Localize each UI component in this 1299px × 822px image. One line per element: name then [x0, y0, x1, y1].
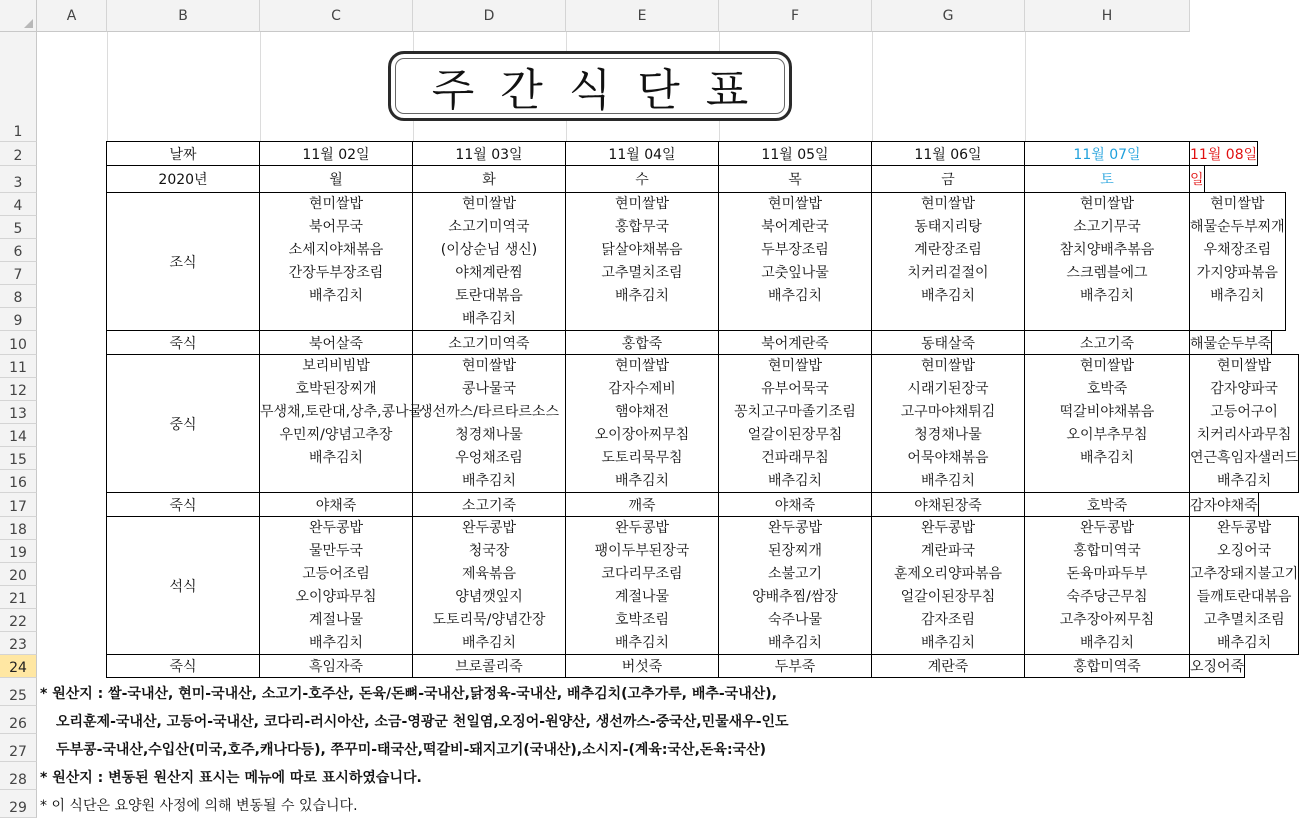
menu-item: 완두콩밥 — [1217, 520, 1272, 536]
menu-item: 얼갈이된장무침 — [900, 589, 996, 605]
menu-item: 배추김치 — [614, 473, 670, 489]
menu-item: 고추멸치조림 — [601, 265, 683, 281]
menu-item: 얼갈이된장무침 — [747, 427, 843, 443]
select-all-corner[interactable] — [0, 0, 37, 32]
year-label-cell[interactable]: 2020년 — [106, 165, 260, 193]
weekday-cell-7[interactable]: 일 — [1189, 165, 1205, 193]
menu-item: 스크렘블에그 — [1066, 265, 1148, 281]
menu-item: 배추김치 — [920, 473, 976, 489]
row-header-12[interactable]: 12 — [0, 378, 37, 401]
menu-item: 고등어구이 — [1210, 404, 1278, 420]
menu-item: 오이장아찌무침 — [594, 427, 690, 443]
menu-item: 들깨토란대볶음 — [1196, 589, 1292, 605]
menu-item: 떡갈비야채볶음 — [1059, 404, 1155, 420]
row-header-8[interactable]: 8 — [0, 285, 37, 308]
menu-item: 청경채나물 — [455, 427, 523, 443]
row-header-9[interactable]: 9 — [0, 308, 37, 331]
menu-item: 가지양파볶음 — [1196, 265, 1278, 281]
weekday-cell-2[interactable]: 화 — [412, 165, 566, 193]
menu-item: 햄야채전 — [614, 404, 670, 420]
lunch-label[interactable]: 중식 — [106, 354, 260, 493]
gridline — [1025, 32, 1026, 142]
menu-item: 호박조림 — [614, 612, 670, 628]
breakfast-menu-6[interactable] — [1024, 192, 1190, 331]
menu-item: 감자조림 — [920, 612, 976, 628]
menu-item: 동태지리탕 — [914, 219, 982, 235]
menu-item: 우채장조림 — [1203, 242, 1272, 258]
menu-item: 고구마야채튀김 — [900, 404, 996, 420]
menu-item: (이상순님 생신) — [440, 242, 538, 258]
menu-item: 오이양파무침 — [295, 589, 377, 605]
menu-item: 현미쌀밥 — [308, 196, 364, 212]
row-header-5[interactable]: 5 — [0, 216, 37, 239]
row-header-22[interactable]: 22 — [0, 609, 37, 632]
date-cell-6[interactable]: 11월 07일 — [1024, 141, 1190, 166]
menu-item: 완두콩밥 — [308, 520, 364, 536]
menu-item: 고추장돼지불고기 — [1190, 566, 1299, 582]
lunch-menu-6[interactable] — [1024, 354, 1190, 493]
menu-item: 배추김치 — [1079, 450, 1135, 466]
menu-item: 현미쌀밥 — [1079, 196, 1135, 212]
menu-item: 배추김치 — [920, 635, 976, 651]
menu-item: 홍합미역국 — [1073, 543, 1141, 559]
menu-item: 물만두국 — [308, 543, 364, 559]
porridge-pm-menu-4[interactable]: 야채죽 — [718, 492, 872, 517]
row-header-25[interactable]: 25 — [0, 678, 37, 706]
menu-item: 훈제오리양파볶음 — [893, 566, 1003, 582]
origin-note-2[interactable]: 오리훈제-국내산, 고등어-국내산, 코다리-러시아산, 소금-영광군 천일염,오징어-원양산, 생선까스-중국산,민물새우-인도 — [56, 714, 789, 730]
menu-item: 현미쌀밥 — [920, 196, 976, 212]
porridge-night-menu-3[interactable]: 버섯죽 — [565, 654, 719, 678]
porridge-night-label[interactable]: 죽식 — [106, 654, 260, 678]
menu-item: 배추김치 — [1079, 288, 1135, 304]
menu-item: 배추김치 — [461, 635, 517, 651]
menu-item: 배추김치 — [308, 635, 364, 651]
menu-item: 숙주당근무침 — [1066, 589, 1148, 605]
menu-item: 닭살야채볶음 — [601, 242, 683, 258]
lunch-menu-3[interactable] — [565, 354, 719, 493]
porridge-pm-menu-3[interactable]: 깨죽 — [565, 492, 719, 517]
row-header-11[interactable]: 11 — [0, 355, 37, 378]
menu-item: 호박된장찌개 — [295, 381, 377, 397]
menu-item — [566, 308, 718, 330]
menu-item: 소고기미역국 — [448, 219, 530, 235]
menu-item: 오이부추무침 — [1066, 427, 1148, 443]
menu-item: 현미쌀밥 — [767, 196, 823, 212]
menu-item — [260, 308, 412, 330]
menu-item: 도토리묵무침 — [601, 450, 683, 466]
menu-item: 치커리겉절이 — [907, 265, 989, 281]
row-header-26[interactable]: 26 — [0, 706, 37, 734]
menu-item: 무생채,토란대,상추,콩나물 — [260, 404, 423, 420]
row-header-17[interactable]: 17 — [0, 493, 37, 517]
lunch-menu-4[interactable] — [718, 354, 872, 493]
dinner-menu-6[interactable] — [1024, 516, 1190, 655]
dinner-menu-1[interactable] — [259, 516, 413, 655]
menu-item: 현미쌀밥 — [614, 196, 670, 212]
menu-item: 배추김치 — [1217, 473, 1272, 489]
menu-item: 보리비빔밥 — [302, 358, 370, 374]
menu-item: 현미쌀밥 — [1210, 196, 1265, 212]
menu-item: 우민찌/양념고추장 — [279, 427, 393, 443]
menu-item: 계란파국 — [920, 543, 976, 559]
menu-item: 유부어묵국 — [761, 381, 829, 397]
porridge-pm-menu-6[interactable]: 호박죽 — [1024, 492, 1190, 517]
row-header-15[interactable]: 15 — [0, 447, 37, 470]
dinner-menu-7[interactable] — [1189, 516, 1299, 655]
menu-item: 감자수제비 — [608, 381, 676, 397]
menu-item: 우엉채조림 — [455, 450, 523, 466]
weekday-cell-4[interactable]: 목 — [718, 165, 872, 193]
menu-item: 현미쌀밥 — [461, 196, 517, 212]
row-header-27[interactable]: 27 — [0, 734, 37, 762]
menu-item: 참치양배추볶음 — [1059, 242, 1155, 258]
menu-item: 배추김치 — [461, 473, 517, 489]
weekday-cell-1[interactable]: 월 — [259, 165, 413, 193]
breakfast-menu-4[interactable] — [718, 192, 872, 331]
origin-note-5[interactable]: * 이 식단은 요양원 사정에 의해 변동될 수 있습니다. — [40, 798, 358, 814]
lunch-menu-5[interactable] — [871, 354, 1025, 493]
menu-item — [1025, 470, 1189, 492]
menu-item: 소고기무국 — [1073, 219, 1141, 235]
porridge-am-label[interactable]: 죽식 — [106, 330, 260, 355]
porridge-am-menu-4[interactable]: 북어계란죽 — [718, 330, 872, 355]
menu-item: 배추김치 — [614, 635, 670, 651]
porridge-night-menu-4[interactable]: 두부죽 — [718, 654, 872, 678]
menu-item: 홍합무국 — [614, 219, 670, 235]
menu-item: 계란장조림 — [914, 242, 982, 258]
menu-item: 배추김치 — [767, 288, 823, 304]
row-header-21[interactable]: 21 — [0, 586, 37, 609]
porridge-night-menu-2[interactable]: 브로콜리죽 — [412, 654, 566, 678]
breakfast-menu-5[interactable] — [871, 192, 1025, 331]
row-header-2[interactable]: 2 — [0, 142, 37, 166]
menu-item: 시래기된장국 — [907, 381, 989, 397]
row-header-23[interactable]: 23 — [0, 632, 37, 655]
menu-item: 토란대볶음 — [455, 288, 523, 304]
breakfast-menu-1[interactable] — [259, 192, 413, 331]
porridge-pm-menu-7[interactable]: 감자야채죽 — [1189, 492, 1259, 517]
row-header-18[interactable]: 18 — [0, 517, 37, 540]
porridge-night-menu-1[interactable]: 흑임자죽 — [259, 654, 413, 678]
row-header-16[interactable]: 16 — [0, 470, 37, 493]
menu-item: 코다리무조림 — [601, 566, 683, 582]
menu-item: 배추김치 — [1217, 635, 1272, 651]
row-header-19[interactable]: 19 — [0, 540, 37, 563]
weekday-cell-3[interactable]: 수 — [565, 165, 719, 193]
menu-item: 배추김치 — [1079, 635, 1135, 651]
breakfast-menu-2[interactable] — [412, 192, 566, 331]
menu-item: 완두콩밥 — [767, 520, 823, 536]
menu-item: 소세지야채볶음 — [288, 242, 384, 258]
column-header-e[interactable]: E — [566, 0, 719, 32]
row-header-1[interactable]: 1 — [0, 32, 37, 142]
lunch-menu-2[interactable] — [412, 354, 566, 493]
menu-item: 완두콩밥 — [614, 520, 670, 536]
column-header-b[interactable]: B — [107, 0, 260, 32]
date-cell-2[interactable]: 11월 03일 — [412, 141, 566, 166]
date-cell-7[interactable]: 11월 08일 — [1189, 141, 1258, 166]
menu-item: 완두콩밥 — [461, 520, 517, 536]
menu-item: 팽이두부된장국 — [594, 543, 690, 559]
lunch-menu-1[interactable] — [259, 354, 423, 493]
menu-item: 숙주나물 — [767, 612, 823, 628]
column-header-d[interactable]: D — [413, 0, 566, 32]
menu-item: 고춧잎나물 — [761, 265, 829, 281]
menu-item: 배추김치 — [767, 473, 823, 489]
row-header-4[interactable]: 4 — [0, 193, 37, 216]
menu-item — [1025, 308, 1189, 330]
column-header-h[interactable]: H — [1025, 0, 1190, 32]
row-header-29[interactable]: 29 — [0, 790, 37, 818]
menu-item — [260, 470, 412, 492]
date-cell-4[interactable]: 11월 05일 — [718, 141, 872, 166]
menu-item: 배추김치 — [767, 635, 823, 651]
porridge-pm-label[interactable]: 죽식 — [106, 492, 260, 517]
menu-item: 야채계란찜 — [455, 265, 523, 281]
menu-item: 오징어국 — [1217, 543, 1272, 559]
menu-item: 계절나물 — [614, 589, 670, 605]
porridge-am-menu-5[interactable]: 동태살죽 — [871, 330, 1025, 355]
menu-item: 호박죽 — [1086, 381, 1128, 397]
menu-item: 도토리묵/양념간장 — [432, 612, 546, 628]
breakfast-menu-3[interactable] — [565, 192, 719, 331]
menu-item: 현미쌀밥 — [614, 358, 670, 374]
origin-note-4[interactable]: * 원산지 : 변동된 원산지 표시는 메뉴에 따로 표시하였습니다. — [40, 770, 422, 786]
menu-item: 현미쌀밥 — [920, 358, 976, 374]
gridline — [260, 32, 261, 142]
gridline — [872, 32, 873, 142]
porridge-pm-menu-2[interactable]: 소고기죽 — [412, 492, 566, 517]
menu-item: 감자양파국 — [1210, 381, 1278, 397]
row-header-7[interactable]: 7 — [0, 262, 37, 285]
lunch-menu-7[interactable] — [1189, 354, 1299, 493]
date-cell-5[interactable]: 11월 06일 — [871, 141, 1025, 166]
gridline — [107, 32, 108, 142]
menu-item: 현미쌀밥 — [1079, 358, 1135, 374]
row-header-3[interactable]: 3 — [0, 166, 37, 193]
menu-item: 연근흑임자샐러드 — [1190, 450, 1299, 466]
menu-item: 건파래무침 — [761, 450, 829, 466]
menu-item: 고등어조림 — [302, 566, 370, 582]
menu-item: 콩나물국 — [461, 381, 517, 397]
menu-item: 현미쌀밥 — [461, 358, 517, 374]
porridge-am-menu-1[interactable]: 북어살죽 — [259, 330, 413, 355]
date-cell-1[interactable]: 11월 02일 — [259, 141, 413, 166]
column-header-f[interactable]: F — [719, 0, 872, 32]
porridge-pm-menu-1[interactable]: 야채죽 — [259, 492, 413, 517]
breakfast-label[interactable]: 조식 — [106, 192, 260, 331]
weekday-cell-6[interactable]: 토 — [1024, 165, 1190, 193]
date-cell-3[interactable]: 11월 04일 — [565, 141, 719, 166]
menu-item: 어묵야채볶음 — [907, 450, 989, 466]
menu-item: 계절나물 — [308, 612, 364, 628]
menu-item: 완두콩밥 — [920, 520, 976, 536]
porridge-am-menu-7[interactable]: 해물순두부죽 — [1189, 330, 1272, 355]
porridge-night-menu-7[interactable]: 오징어죽 — [1189, 654, 1245, 678]
weekday-cell-5[interactable]: 금 — [871, 165, 1025, 193]
menu-item: 배추김치 — [461, 311, 517, 327]
porridge-am-menu-3[interactable]: 홍합죽 — [565, 330, 719, 355]
dinner-menu-3[interactable] — [565, 516, 719, 655]
menu-item: 완두콩밥 — [1079, 520, 1135, 536]
porridge-pm-menu-5[interactable]: 야채된장죽 — [871, 492, 1025, 517]
menu-item — [1190, 308, 1285, 330]
menu-item: 고추장아찌무침 — [1059, 612, 1155, 628]
menu-item: 양념깻잎지 — [455, 589, 523, 605]
menu-item: 배추김치 — [308, 288, 364, 304]
menu-item: 북어무국 — [308, 219, 364, 235]
menu-item: 북어계란국 — [761, 219, 829, 235]
date-label-cell[interactable]: 날짜 — [106, 141, 260, 166]
menu-item: 돈육마파두부 — [1066, 566, 1148, 582]
dinner-menu-2[interactable] — [412, 516, 566, 655]
column-header-a[interactable]: A — [37, 0, 107, 32]
dinner-label[interactable]: 석식 — [106, 516, 260, 655]
menu-item: 배추김치 — [308, 450, 364, 466]
menu-item: 양배추찜/쌈장 — [752, 589, 838, 605]
title-box: 주간식단표 — [388, 51, 792, 121]
row-header-28[interactable]: 28 — [0, 762, 37, 790]
row-header-13[interactable]: 13 — [0, 401, 37, 424]
menu-item: 배추김치 — [614, 288, 670, 304]
row-header-20[interactable]: 20 — [0, 563, 37, 586]
menu-item: 현미쌀밥 — [1217, 358, 1272, 374]
origin-note-3[interactable]: 두부콩-국내산,수입산(미국,호주,캐나다등), 쭈꾸미-태국산,떡갈비-돼지고기(국내산),소시지-(계육:국산,돈육:국산) — [56, 742, 766, 758]
porridge-am-menu-6[interactable]: 소고기죽 — [1024, 330, 1190, 355]
menu-item: 된장찌개 — [767, 543, 823, 559]
column-header-g[interactable]: G — [872, 0, 1025, 32]
menu-item: 두부장조림 — [761, 242, 829, 258]
menu-item — [719, 308, 871, 330]
menu-item: 청경채나물 — [914, 427, 982, 443]
menu-item: 제육볶음 — [461, 566, 517, 582]
menu-item: 배추김치 — [1210, 288, 1265, 304]
dinner-menu-4[interactable] — [718, 516, 872, 655]
menu-item: 청국장 — [468, 543, 510, 559]
row-header-14[interactable]: 14 — [0, 424, 37, 447]
breakfast-menu-7[interactable] — [1189, 192, 1286, 331]
row-header-10[interactable]: 10 — [0, 331, 37, 355]
menu-item: 생선까스/타르타르소스 — [419, 404, 559, 420]
row-header-6[interactable]: 6 — [0, 239, 37, 262]
menu-item: 꽁치고구마졸기조림 — [734, 404, 856, 420]
dinner-menu-5[interactable] — [871, 516, 1025, 655]
origin-note-1[interactable]: * 원산지 : 쌀-국내산, 현미-국내산, 소고기-호주산, 돈육/돈뼈-국내산,닭정육-국내산, 배추김치(고추가루, 배추-국내산), — [40, 686, 777, 702]
menu-item: 고추멸치조림 — [1203, 612, 1285, 628]
menu-item: 소불고기 — [767, 566, 823, 582]
menu-item: 배추김치 — [920, 288, 976, 304]
menu-item: 간장두부장조림 — [288, 265, 384, 281]
porridge-night-menu-5[interactable]: 계란죽 — [871, 654, 1025, 678]
menu-item: 해물순두부찌개 — [1190, 219, 1285, 235]
porridge-night-menu-6[interactable]: 홍합미역죽 — [1024, 654, 1190, 678]
menu-item: 치커리사과무침 — [1196, 427, 1292, 443]
menu-item: 현미쌀밥 — [767, 358, 823, 374]
porridge-am-menu-2[interactable]: 소고기미역죽 — [412, 330, 566, 355]
row-header-24[interactable]: 24 — [0, 655, 37, 678]
menu-item — [872, 308, 1024, 330]
column-header-c[interactable]: C — [260, 0, 413, 32]
